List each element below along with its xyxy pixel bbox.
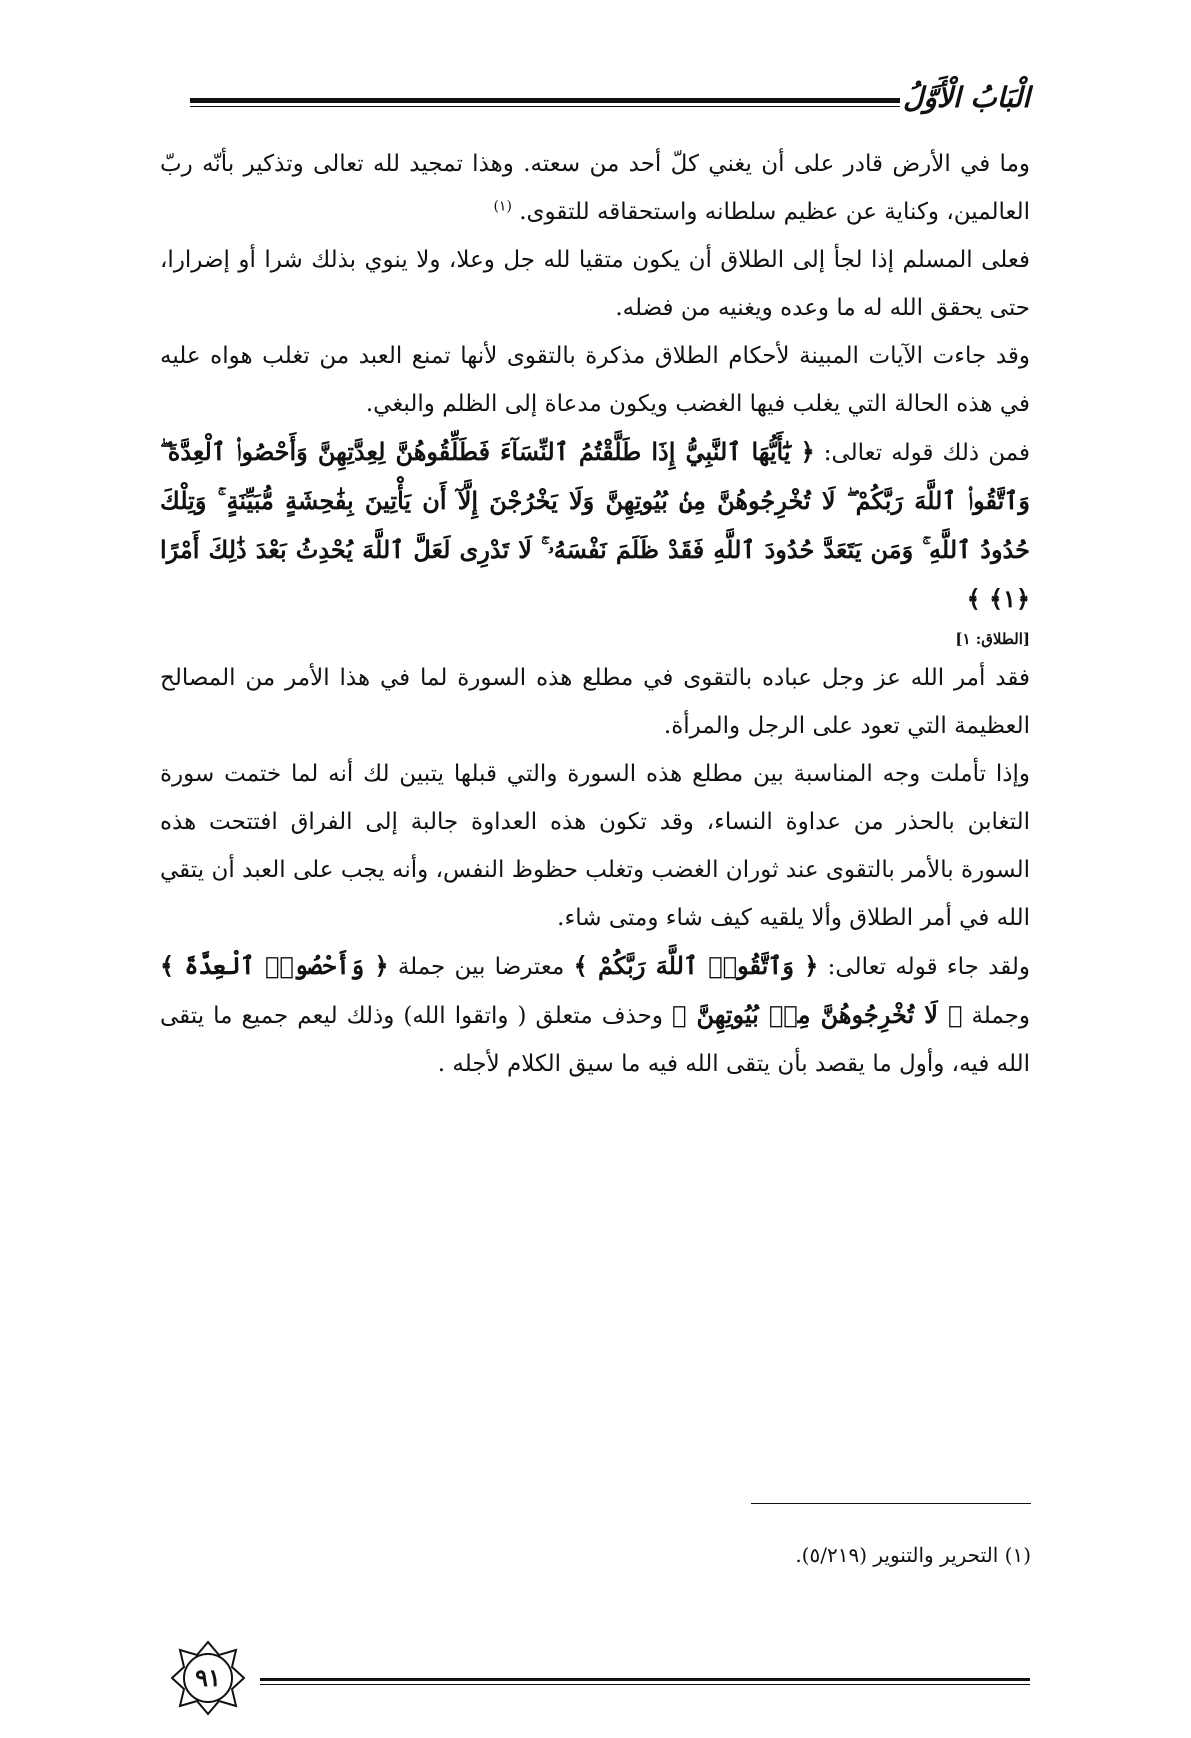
paragraph-7-text-b: معترضا بين جملة [397,954,565,980]
main-text [160,140,1030,1088]
paragraph-3: وقد جاءت الآيات المبينة لأحكام الطلاق مذكرة بالتقوى لأنها تمنع العبد من تغلب هواه عليه في هذه الحالة التي يغلب فيها الغضب ويكون مدعاة إلى الظلم والبغي. [160,343,1030,417]
quran-verse: ﴿ يَٰٓأَيُّهَا ٱلنَّبِيُّ إِذَا طَلَّقْتُمُ ٱلنِّسَآءَ فَطَلِّقُوهُنَّ لِعِدَّتِهِنَّ وَأَحْصُوا۟ ٱلْعِدَّةَ ۖ وَٱتَّقُوا۟ ٱللَّهَ رَبَّكُمْ ۖ لَا تُخْرِجُوهُنَّ مِنۢ بُيُوتِهِنَّ وَلَا يَخْرُجْنَ إِلَّآ أَن يَأْتِينَ بِفَٰحِشَةٍ مُّبَيِّنَةٍ ۚ وَتِلْكَ حُدُودُ ٱللَّهِ ۚ وَمَن يَتَعَدَّ حُدُودَ ٱللَّهِ فَقَدْ ظَلَمَ نَفْسَهُۥ ۚ لَا تَدْرِى لَعَلَّ ٱللَّهَ يُحْدِثُ بَعْدَ ذَٰلِكَ أَمْرًا ﴿١﴾ ﴾ [160,437,1030,613]
paragraph-5: فقد أمر الله عز وجل عباده بالتقوى في مطلع هذه السورة لما في هذا الأمر من المصالح العظيمة التي تعود على الرجل والمرأة. [160,665,1030,739]
header-rule-thick [190,98,900,103]
page-header [190,78,1030,118]
footer-rule-thin [260,1684,1030,1685]
paragraph-1-text: وما في الأرض قادر على أن يغني كلّ أحد من سعته. وهذا تمجيد لله تعالى وتذكير بأنّه ربّ العالمين، وكناية عن عظيم سلطانه واستحقاقه للتقوى. [160,151,1030,225]
paragraph-4-intro: فمن ذلك قوله تعالى: [823,440,1031,466]
page-footer [150,1640,1030,1720]
footer-rule-thick [260,1678,1030,1681]
paragraph-7-text-a: ولقد جاء قوله تعالى: [827,954,1030,980]
paragraph-2: فعلى المسلم إذا لجأ إلى الطلاق أن يكون متقيا لله جل وعلا، ولا ينوي بذلك شرا أو إضرارا، حتى يحقق الله له ما وعده ويغنيه من فضله. [160,247,1030,321]
quran-quote-2: ﴿ وَأَحْصُوا۟ ٱلْعِدَّةَ ﴾ [160,951,389,980]
paragraph-6: وإذا تأملت وجه المناسبة بين مطلع هذه السورة والتي قبلها يتبين لك أنه لما ختمت سورة التغابن بالحذر من عداوة النساء، وقد تكون هذه العداوة جالبة إلى الفراق افتتحت هذه السورة بالأمر بالتقوى عند ثوران الغضب وتغلب حظوظ النفس، وأنه يجب على العبد أن يتقي الله في أمر الطلاق وألا يلقيه كيف شاء ومتى شاء. [160,761,1030,931]
header-rule-thin [190,106,900,107]
page-number: ٩١ [195,1663,221,1692]
footnote: (١) التحرير والتنوير (٥/٢١٩). [795,1543,1031,1567]
paragraph-4 [160,428,1030,654]
paragraph-7-text-d: وحذف متعلق ( واتقوا الله) وذلك ليعم جميع ما يتقى الله فيه، وأول ما يقصد بأن يتقى الله فيه ما سيق الكلام لأجله . [160,1003,1030,1077]
quran-quote-1: ﴿ وَٱتَّقُوا۟ ٱللَّهَ رَبَّكُمْ ﴾ [573,951,819,980]
footnote-separator [751,1503,1031,1504]
paragraph-7 [160,942,1030,1088]
footnote-marker: (١) [493,198,512,215]
paragraph-7-text-c: وجملة [971,1003,1031,1029]
sura-reference: [الطلاق: ١] [955,630,1030,648]
quran-quote-3: ﴿ لَا تُخْرِجُوهُنَّ مِنۢ بُيُوتِهِنَّ ﴾ [672,1000,963,1029]
paragraph-1 [160,140,1030,236]
chapter-title: الْبَابُ الْأَوَّلُ [902,81,1030,114]
